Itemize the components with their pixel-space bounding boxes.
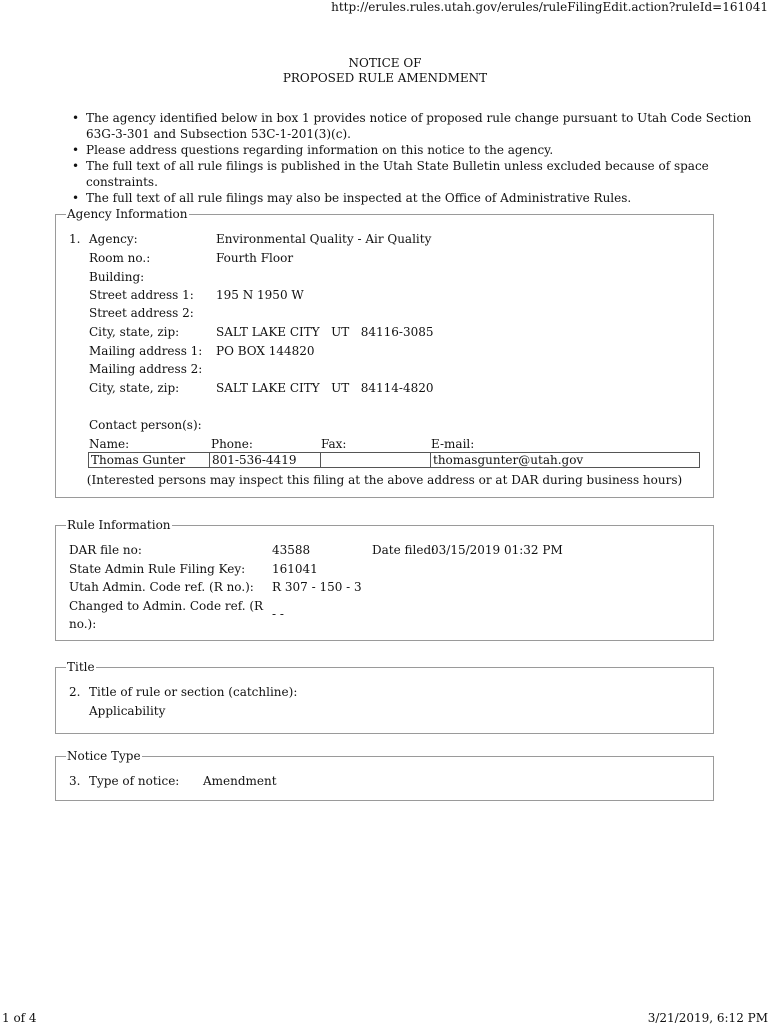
contact-header-name: Name: <box>89 437 130 451</box>
dar-file-label: DAR file no: <box>69 543 142 557</box>
bullet-item: • Please address questions regarding information on this notice to the agency. <box>72 142 752 158</box>
room-value: Fourth Floor <box>216 251 294 265</box>
street-address-2-label: Street address 2: <box>89 306 194 320</box>
room-label: Room no.: <box>89 251 151 265</box>
contact-header-fax: Fax: <box>321 437 347 451</box>
contact-header-phone: Phone: <box>211 437 253 451</box>
notice-heading-line1: NOTICE OF <box>348 56 422 70</box>
contact-header-email: E-mail: <box>431 437 475 451</box>
title-item-number: 2. <box>69 685 81 699</box>
agency-label: Agency: <box>89 232 138 246</box>
filing-key-label: State Admin Rule Filing Key: <box>69 562 246 576</box>
bullet-item: • The full text of all rule filings may also be inspected at the Office of Administrative Rules. <box>72 190 752 206</box>
title-legend: Title <box>67 660 95 674</box>
contact-email: thomasgunter@utah.gov <box>433 453 584 467</box>
mailing-address-1-label: Mailing address 1: <box>89 344 203 358</box>
changed-code-label-line1: Changed to Admin. Code ref. (R <box>69 599 264 613</box>
rule-information-legend: Rule Information <box>67 518 171 532</box>
agency-information-legend: Agency Information <box>67 207 188 221</box>
contact-phone: 801-536-4419 <box>212 453 297 467</box>
building-label: Building: <box>89 270 145 284</box>
notice-type-item-number: 3. <box>69 774 81 788</box>
mailing-address-2-label: Mailing address 2: <box>89 362 203 376</box>
admin-code-label: Utah Admin. Code ref. (R no.): <box>69 580 254 594</box>
page-url: http://erules.rules.utah.gov/erules/ruleFilingEdit.action?ruleId=161041 <box>331 0 768 14</box>
street-address-1-value: 195 N 1950 W <box>216 288 304 302</box>
notice-type-value: Amendment <box>203 774 277 788</box>
bullet-item: • The full text of all rule filings is published in the Utah State Bulletin unless excluded because of space constraints. <box>72 158 752 190</box>
city-state-zip-value: SALT LAKE CITY UT 84116-3085 <box>216 325 434 339</box>
notice-bullet-list <box>72 110 752 206</box>
bullet-item: • The agency identified below in box 1 provides notice of proposed rule change pursuant to Utah Code Section 63G-3-301 and Subsection 53C-1-201(3)(c). <box>72 110 752 142</box>
inspection-note: (Interested persons may inspect this filing at the above address or at DAR during business hours) <box>86 473 683 487</box>
title-label: Title of rule or section (catchline): <box>89 685 298 699</box>
mailing-city-state-zip-value: SALT LAKE CITY UT 84114-4820 <box>216 381 434 395</box>
title-value: Applicability <box>89 704 166 718</box>
notice-type-label: Type of notice: <box>89 774 180 788</box>
contact-name: Thomas Gunter <box>91 453 186 467</box>
dar-file-value: 43588 <box>272 543 311 557</box>
street-address-1-label: Street address 1: <box>89 288 194 302</box>
filing-key-value: 161041 <box>272 562 318 576</box>
agency-value: Environmental Quality - Air Quality <box>216 232 432 246</box>
changed-code-label-line2: no.): <box>69 617 97 631</box>
city-state-zip-label: City, state, zip: <box>89 325 180 339</box>
notice-heading-line2: PROPOSED RULE AMENDMENT <box>282 71 488 85</box>
date-filed-label: Date filed: <box>372 543 436 557</box>
print-timestamp: 3/21/2019, 6:12 PM <box>647 1011 768 1025</box>
page-number: 1 of 4 <box>2 1011 37 1025</box>
notice-type-legend: Notice Type <box>67 749 141 763</box>
date-filed-value: 03/15/2019 01:32 PM <box>431 543 563 557</box>
contact-fax <box>321 453 323 467</box>
mailing-city-state-zip-label: City, state, zip: <box>89 381 180 395</box>
contact-heading: Contact person(s): <box>89 418 202 432</box>
admin-code-value: R 307 - 150 - 3 <box>272 580 362 594</box>
mailing-address-1-value: PO BOX 144820 <box>216 344 315 358</box>
contact-table-row <box>88 452 700 468</box>
changed-code-value: - - <box>272 607 284 621</box>
agency-item-number: 1. <box>69 232 81 246</box>
